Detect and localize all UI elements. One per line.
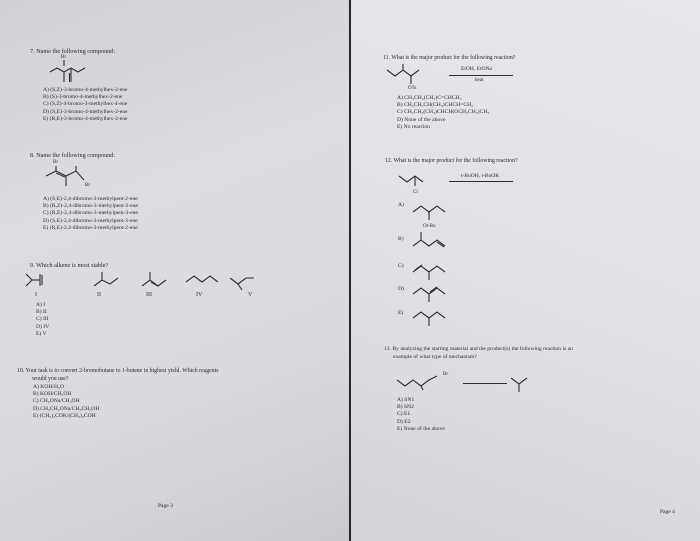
q12-option-c-structure — [413, 258, 449, 280]
q8-structure — [44, 166, 90, 192]
q10-stem-line2: would you use? — [32, 376, 69, 382]
q12-option-c-letter[interactable]: C) — [398, 263, 404, 269]
q7-option-b[interactable]: B) (S)-3-bromo-4-methylhex-2-ene — [43, 94, 123, 101]
q8-option-a[interactable]: A) (S,E)-2,4-dibromo-3-methylpent-2-ene — [43, 196, 138, 202]
q9-label-ii: II — [97, 292, 101, 298]
q12-arrow — [449, 181, 513, 182]
q12-option-a-letter[interactable]: A) — [398, 202, 404, 208]
q11-options — [397, 95, 489, 131]
q8-option-c[interactable]: C) (R,E)-2,4-dibromo-3-methylpent-3-ene — [43, 210, 138, 217]
q10-option-d[interactable]: D) CH₃CH₂ONa/CH₃CH₂OH — [33, 405, 100, 412]
q13-option-d[interactable]: D) E2 — [397, 418, 411, 425]
q12-stem: 12. What is the major product for the following reaction? — [385, 158, 518, 164]
q13-option-a[interactable]: A) SN1 — [397, 397, 415, 403]
q8-options — [43, 196, 138, 232]
q12-cl-label: Cl — [413, 190, 418, 195]
q13-option-e[interactable]: E) None of the above — [397, 425, 445, 432]
q13-reactant — [397, 374, 441, 390]
q7-option-e[interactable]: E) (R,E)-3-bromo-4-methylhex-2-ene — [43, 115, 128, 122]
q10-options — [33, 384, 99, 420]
q13-options — [397, 397, 445, 433]
q7-option-c[interactable]: C) (S,Z)-4-bromo-3-methylhex-4-ene — [43, 101, 128, 108]
q9-structures — [26, 272, 266, 294]
q13-stem-line2: example of what type of mechanism? — [393, 354, 477, 360]
q7-structure — [50, 60, 90, 86]
q8-option-d[interactable]: D) (S,E)-2,4-dibromo-3-methylpent-3-ene — [43, 217, 138, 224]
q11-reagent: EtOH, EtONa — [461, 66, 492, 72]
q13-br-label: Br — [443, 372, 448, 377]
page-4 — [351, 0, 700, 541]
q7-stem: 7. Name the following compound: — [30, 48, 116, 55]
q12-obu-label: Ot-Bu — [423, 224, 436, 229]
q13-option-c[interactable]: C) E1 — [397, 411, 411, 418]
q9-label-i: I — [35, 292, 37, 298]
q11-heat: heat — [475, 78, 484, 83]
q10-option-e[interactable]: E) (CH₃)₃COK/(CH₃)₃COH — [33, 412, 96, 419]
q11-option-d[interactable]: D) None of the above — [397, 116, 446, 123]
q9-option-e[interactable]: E) V — [36, 330, 47, 337]
q9-option-d[interactable]: D) IV — [36, 323, 50, 330]
q8-br-label-1: Br — [53, 160, 58, 165]
q9-option-b[interactable]: B) II — [36, 309, 47, 316]
q10-stem-line1: 10. Your task is to convert 2-bromobutane to 1-butene in highest yield. Which reagents — [17, 368, 219, 374]
q9-label-iv: IV — [196, 292, 203, 298]
q12-option-d-structure — [413, 280, 449, 302]
q11-ots-label: OTs — [408, 86, 417, 91]
q8-stem: 8. Name the following compound: — [30, 152, 116, 159]
q11-option-c[interactable]: C) CH₃CH₂(CH₃)CHCH(OCH₂CH₃)CH₃ — [397, 109, 490, 116]
q8-option-b[interactable]: B) (R,Z)-2,4-dibromo-3-methylpent-2-ene — [43, 203, 138, 210]
q7-option-d[interactable]: D) (S,E)-3-bromo-4-methylhex-2-ene — [43, 108, 128, 115]
q12-option-b-structure — [413, 232, 449, 254]
q7-option-a[interactable]: A) (S,Z)-3-bromo-4-methylhex-2-ene — [43, 87, 128, 93]
q9-stem: 9. Which alkene is most stable? — [30, 262, 109, 269]
q10-option-a[interactable]: A) KOH/H₂O — [33, 384, 65, 390]
q13-product — [511, 376, 541, 392]
q12-structure — [399, 170, 439, 188]
q8-option-e[interactable]: E) (R,E)-2,4-dibromo-3-methylpent-2-ene — [43, 224, 138, 231]
q11-stem: 11. What is the major product for the following reaction? — [383, 55, 516, 61]
q12-reagent: t-BuOH, t-BuOK — [461, 173, 500, 179]
q13-arrow — [463, 383, 507, 384]
page-3 — [0, 0, 349, 541]
q13-option-b[interactable]: B) SN2 — [397, 404, 414, 411]
q12-option-e-structure — [413, 304, 449, 326]
q11-arrow — [449, 75, 513, 76]
q13-stem-line1: 13. By analyzing the starting material and the product(s) the following reaction is an — [384, 346, 573, 352]
page-3-number: Page 3 — [158, 503, 173, 509]
q9-options — [36, 302, 49, 338]
q12-option-d-letter[interactable]: D) — [398, 286, 404, 292]
q7-options — [43, 87, 128, 123]
q11-structure — [387, 64, 427, 88]
q11-option-e[interactable]: E) No reaction — [397, 123, 430, 130]
q11-option-b[interactable]: B) CH₃CH₂CH(CH₃)CHCH=CH₂ — [397, 102, 474, 109]
q11-option-a[interactable]: A) CH₃CH₂(CH₃)C=CHCH₃ — [397, 95, 462, 101]
q7-br-label: Br — [61, 55, 66, 60]
q12-option-b-letter[interactable]: B) — [398, 236, 404, 242]
q9-option-c[interactable]: C) III — [36, 316, 49, 323]
q10-option-c[interactable]: C) CH₃ONa/CH₃OH — [33, 398, 80, 405]
q9-label-iii: III — [146, 292, 152, 298]
q9-option-a[interactable]: A) I — [36, 302, 46, 308]
q9-label-v: V — [248, 292, 253, 298]
q12-option-e-letter[interactable]: E) — [398, 310, 404, 316]
q12-option-a-structure — [413, 198, 449, 220]
q10-option-b[interactable]: B) KOH/CH₃OH — [33, 391, 72, 398]
page-4-number: Page 4 — [660, 509, 675, 515]
q8-br-label-2: Br — [85, 183, 90, 188]
